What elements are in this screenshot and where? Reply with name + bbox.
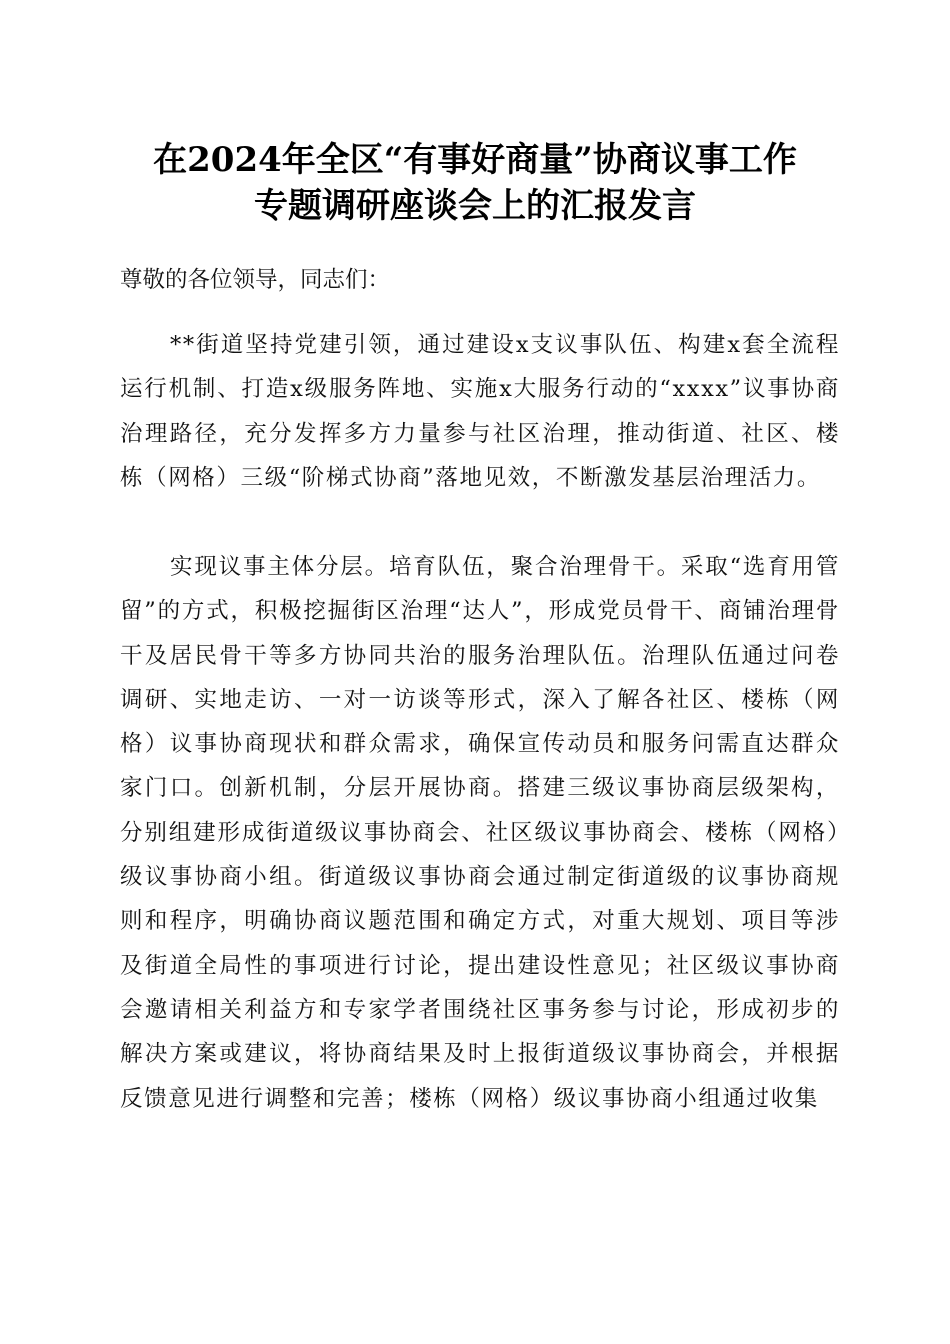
document-title-line-1: 在2024年全区“有事好商量”协商议事工作	[153, 140, 797, 180]
salutation: 尊敬的各位领导，同志们：	[120, 267, 391, 293]
paragraph-main: 实现议事主体分层。培育队伍，聚合治理骨干。采取“选育用管留”的方式，积极挖掘街区治理“达人”，形成党员骨干、商铺治理骨干及居民骨干等多方协同共治的服务治理队伍。治理队伍通过问卷调研、实地走访、一对一访谈等形式，深入了解各社区、楼栋（网格）议事协商现状和群众需求，确保宣传动员和服务问需直达群众家门口。创新机制，分层开展协商。搭建三级议事协商层级架构，分别组建形成街道级议事协商会、社区级议事协商会、楼栋（网格）级议事协商小组。街道级议事协商会通过制定街道级的议事协商规则和程序，明确协商议题范围和确定方式，对重大规划、项目等涉及街道全局性的事项进行讨论，提出建设性意见；社区级议事协商会邀请相关利益方和专家学者围绕社区事务参与讨论，形成初步的解决方案或建议，将协商结果及时上报街道级议事协商会，并根据反馈意见进行调整和完善；楼栋（网格）级议事协商小组通过收集	[120, 554, 840, 1112]
document-title-line-2: 专题调研座谈会上的汇报发言	[254, 186, 696, 226]
paragraph-intro: **街道坚持党建引领，通过建设x支议事队伍、构建x套全流程运行机制、打造x级服务阵地、实施x大服务行动的“xxxx”议事协商治理路径，充分发挥多方力量参与社区治理，推动街道、社区、楼栋（网格）三级“阶梯式协商”落地见效，不断激发基层治理活力。	[120, 332, 840, 491]
